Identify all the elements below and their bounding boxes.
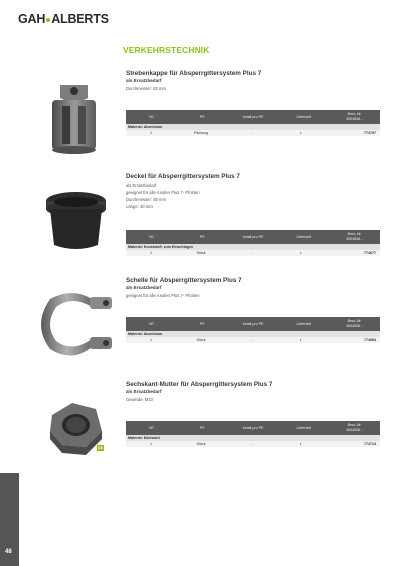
cell-ve: 1 (150, 251, 152, 255)
product-subtitle: als Ersatzbedarf (126, 78, 162, 83)
brand-logo: GAH ALBERTS (18, 12, 109, 26)
cell-lieferzeit: L (300, 338, 302, 342)
cell-ve: 1 (150, 131, 152, 135)
product-desc-line: geeignet für alle runden Plus 7- Pfosten (126, 190, 200, 195)
product-card (20, 277, 380, 372)
cell-article-number: 774684 (364, 338, 376, 342)
product-desc-line: Durchmesser: 52 mm (126, 86, 167, 91)
product-title: Schelle für Absperrgittersystem Plus 7 (126, 277, 242, 284)
product-title: Strebenkappe für Absperrgittersystem Plus 7 (126, 70, 262, 77)
table-header (126, 421, 380, 435)
product-desc-line: Durchmesser: 55 mm (126, 197, 167, 202)
col-ve: VE (149, 425, 154, 430)
material-row: Material: Aluminium (126, 124, 380, 130)
col-lieferzeit: Lieferzeit (296, 321, 312, 326)
de-badge: DE (98, 446, 103, 450)
cell-ve: 1 (150, 442, 152, 446)
col-pe: PE (199, 114, 205, 119)
cell-article-number: 774797 (364, 131, 376, 135)
product-title: Deckel für Absperrgittersystem Plus 7 (126, 173, 240, 180)
product-desc-line: Gewinde: M10 (126, 397, 153, 402)
cell-pe: Stück (196, 442, 206, 446)
product-table (126, 110, 380, 136)
col-pe: PE (199, 234, 205, 239)
cell-pe: Packung (194, 131, 208, 135)
cell-article-number: 774714 (364, 442, 376, 446)
product-image-strebenkappe (20, 70, 120, 165)
col-bestnr: Best.-Nr. 4004838... (346, 232, 364, 241)
section-title: VERKEHRSTECHNIK (123, 45, 210, 55)
product-table (126, 230, 380, 256)
material-row: Material: Aluminium (126, 331, 380, 337)
cell-lieferzeit: L (300, 131, 302, 135)
page-number: 48 (5, 549, 12, 555)
table-header (126, 110, 380, 124)
product-image-schelle (20, 277, 120, 372)
col-pe: PE (199, 425, 205, 430)
col-lieferzeit: Lieferzeit (296, 234, 312, 239)
product-image-mutter (20, 381, 120, 476)
cell-inhalt: - (250, 442, 252, 446)
cell-inhalt: - (250, 131, 252, 135)
cell-lieferzeit: L (300, 251, 302, 255)
logo-dot (46, 18, 50, 22)
product-card (20, 173, 380, 268)
material-row: Material: Edelstahl (126, 435, 380, 441)
product-card (20, 70, 380, 165)
table-row (126, 250, 380, 256)
col-bestnr: Best.-Nr. 4004838... (346, 423, 364, 432)
cell-lieferzeit: L (300, 442, 302, 446)
material-row: Material: Kunststoff, zum Einschlagen (126, 244, 380, 250)
cell-article-number: 774677 (364, 251, 376, 255)
col-inhalt: Inhalt pro PE (242, 321, 264, 326)
col-pe: PE (199, 321, 205, 326)
product-desc-line: als Ersatzbedarf (126, 183, 157, 188)
col-lieferzeit: Lieferzeit (296, 114, 312, 119)
cell-pe: Stück (196, 251, 206, 255)
cell-ve: 1 (150, 338, 152, 342)
table-header (126, 317, 380, 331)
product-subtitle: als Ersatzbedarf (126, 285, 162, 290)
product-image-deckel (20, 173, 120, 268)
table-header (126, 230, 380, 244)
table-row (126, 130, 380, 136)
col-lieferzeit: Lieferzeit (296, 425, 312, 430)
cell-pe: Stück (196, 338, 206, 342)
col-ve: VE (149, 321, 154, 326)
product-title: Sechskant-Mutter für Absperrgittersystem Plus 7 (126, 381, 273, 388)
col-ve: VE (149, 114, 154, 119)
cell-inhalt: - (250, 251, 252, 255)
product-subtitle: als Ersatzbedarf (126, 389, 162, 394)
product-card (20, 381, 380, 476)
table-row (126, 337, 380, 343)
product-table (126, 317, 380, 343)
col-inhalt: Inhalt pro PE (242, 234, 264, 239)
col-ve: VE (149, 234, 154, 239)
col-bestnr: Best.-Nr. 4004838... (346, 112, 364, 121)
col-inhalt: Inhalt pro PE (242, 425, 264, 430)
col-bestnr: Best.-Nr. 4004838... (346, 319, 364, 328)
product-table (126, 421, 380, 447)
product-desc-line: Länge: 40 mm (126, 204, 153, 209)
cell-inhalt: - (250, 338, 252, 342)
col-inhalt: Inhalt pro PE (242, 114, 264, 119)
table-row (126, 441, 380, 447)
product-desc-line: geeignet für alle runden Plus 7- Pfosten (126, 293, 200, 298)
